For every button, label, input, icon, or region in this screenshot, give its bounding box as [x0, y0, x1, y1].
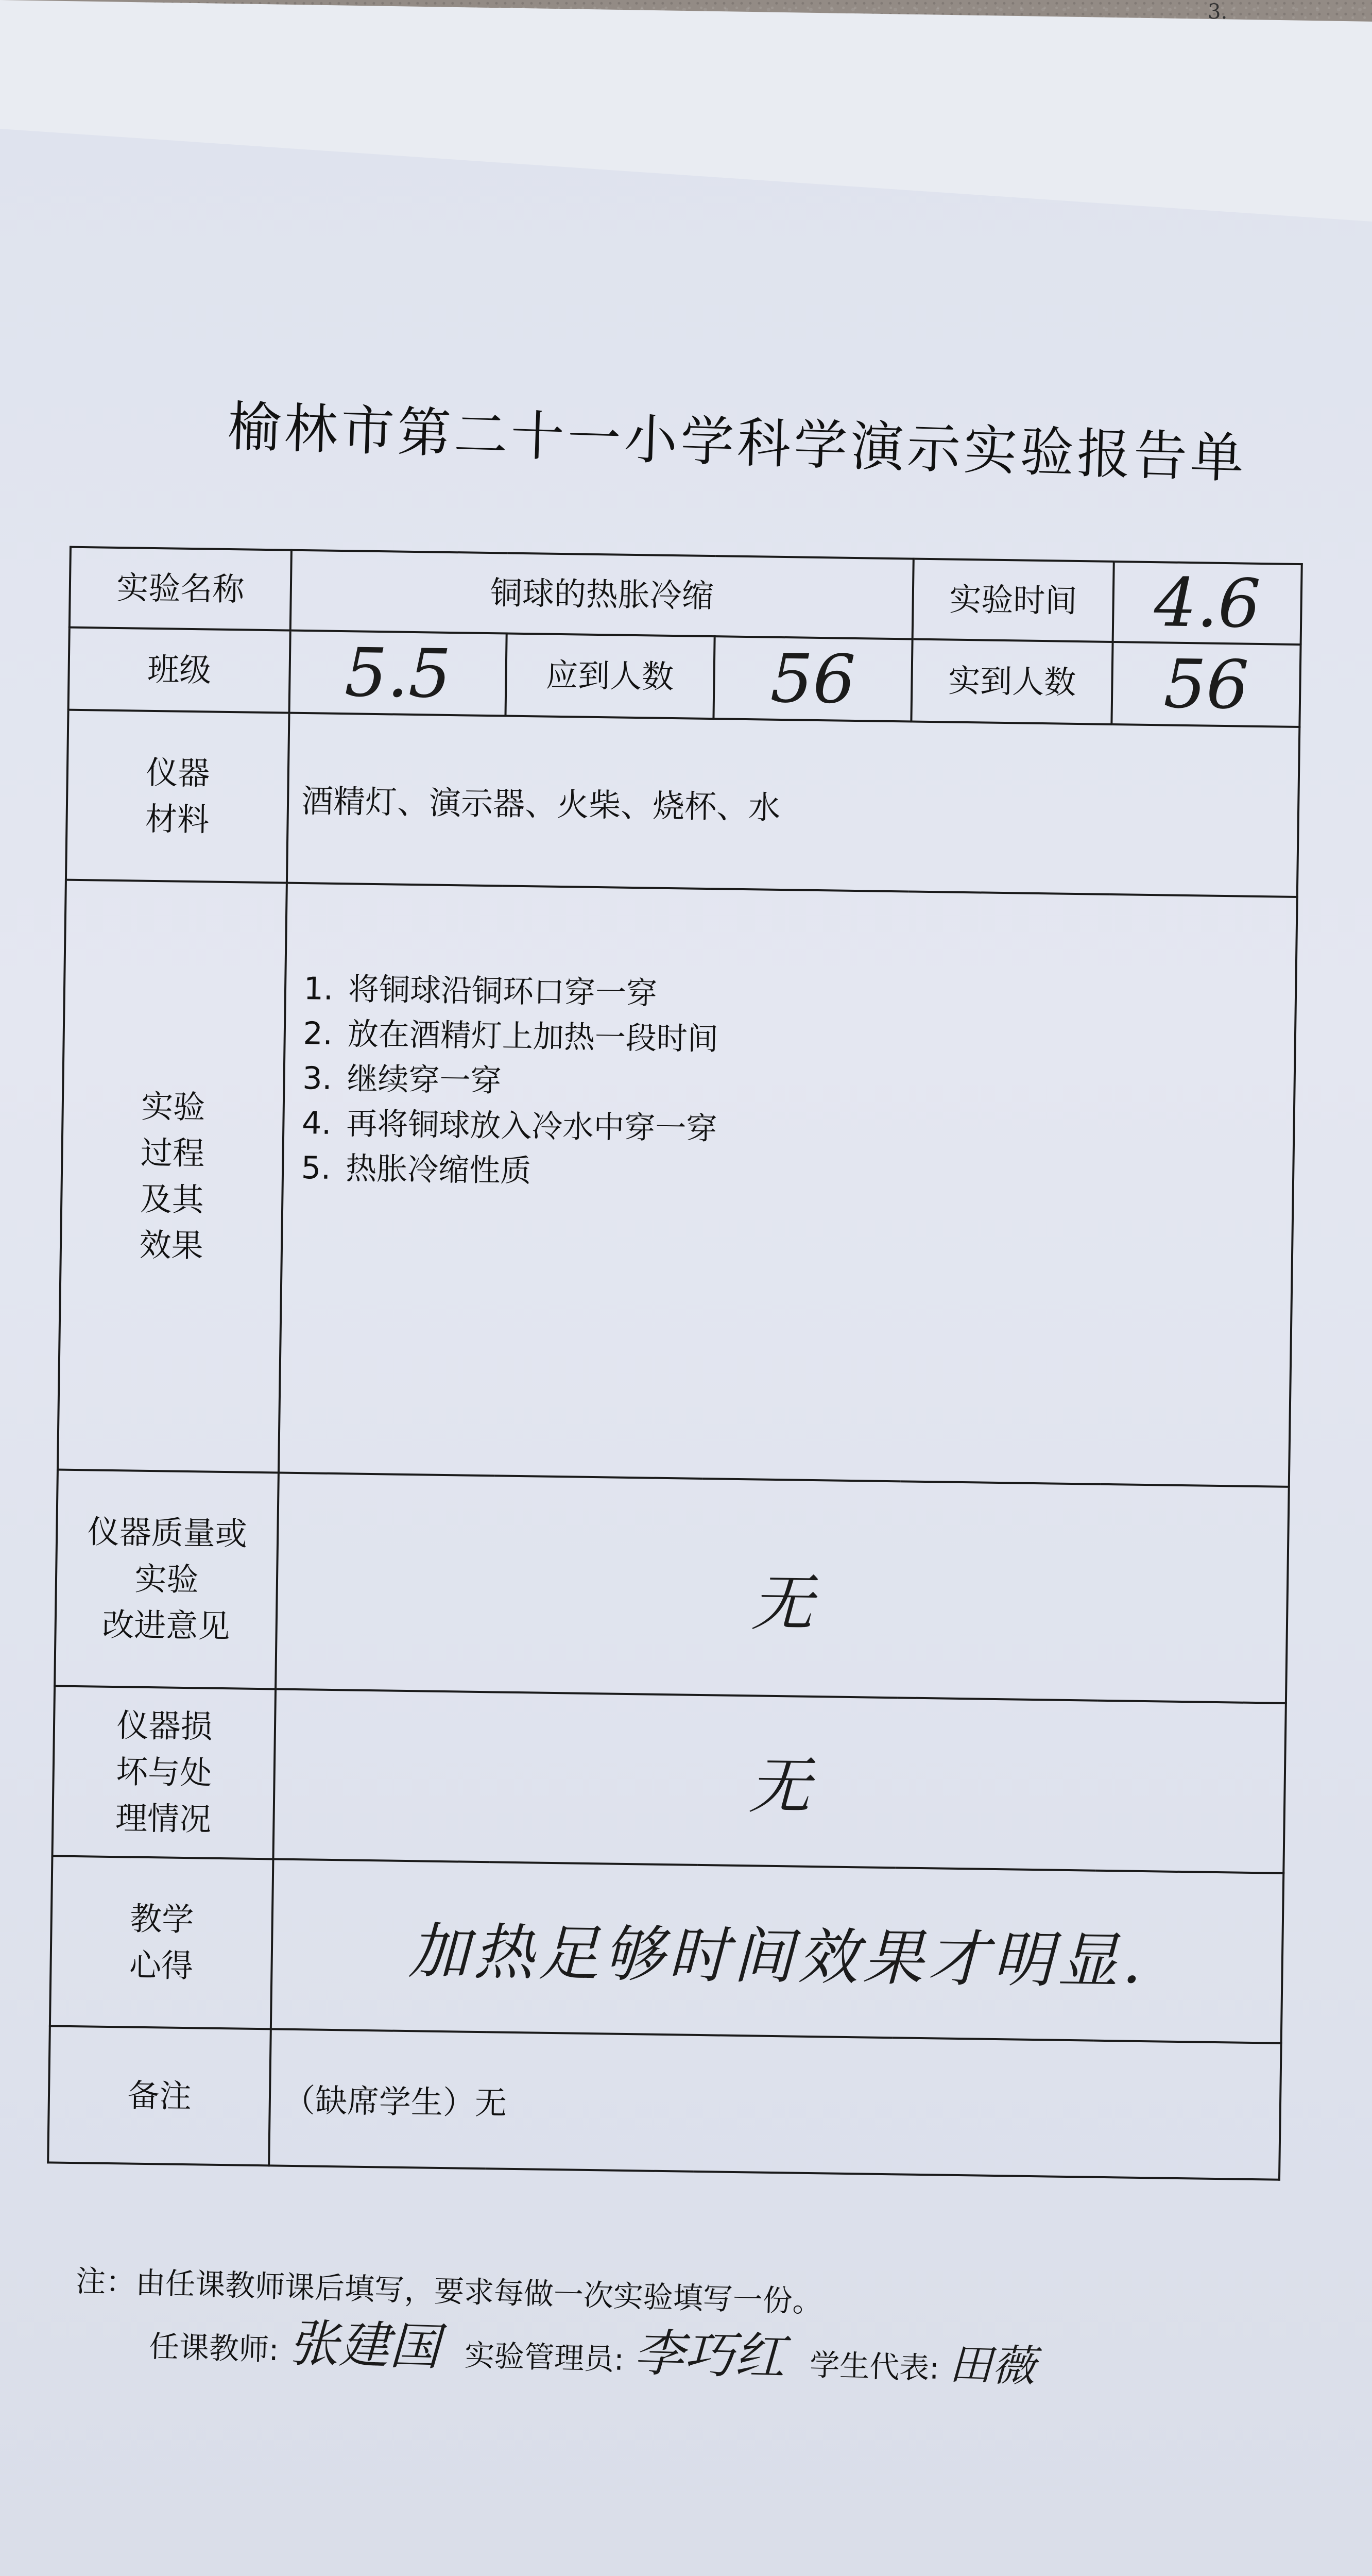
actual-label: 实到人数 — [912, 639, 1113, 724]
process-label-line-1: 实验 — [141, 1087, 205, 1126]
process-steps-cell — [279, 883, 1297, 1487]
footer-signatures — [149, 2299, 1052, 2397]
quality-label-line-2: 实验 — [134, 1560, 199, 1599]
quality-value: 无 — [276, 1472, 1289, 1703]
corner-mark: 3. — [1208, 0, 1228, 24]
process-step: 5. 热胀冷缩性质 — [340, 1146, 1293, 1205]
quality-label — [55, 1470, 279, 1689]
quality-label-line-3: 改进意见 — [101, 1605, 230, 1646]
remark-label: 备注 — [48, 2026, 271, 2165]
process-label-line-3: 及其 — [140, 1180, 204, 1218]
admin-signature: 李巧红 — [632, 2324, 786, 2387]
damage-value: 无 — [273, 1689, 1286, 1873]
equipment-label-line-1: 仪器 — [145, 753, 210, 792]
equipment-label-line-2: 材料 — [145, 800, 210, 839]
process-step: 2. 放在酒精灯上加热一段时间 — [342, 1012, 1294, 1070]
damage-label-line-3: 理情况 — [115, 1799, 212, 1838]
actual-value: 56 — [1112, 642, 1301, 727]
process-step: 3. 继续穿一穿 — [341, 1057, 1294, 1115]
name-value: 铜球的热胀冷缩 — [290, 550, 914, 639]
footer-note: 注：由任课教师课后填写，要求每做一次实验填写一份。 — [75, 2263, 823, 2319]
damage-label — [52, 1686, 276, 1859]
expected-value: 56 — [713, 636, 913, 721]
page-title: 榆林市第二十一小学科学演示实验报告单 — [226, 395, 1248, 490]
damage-label-line-2: 坏与处 — [115, 1753, 212, 1792]
expected-label: 应到人数 — [505, 634, 714, 719]
class-value: 5.5 — [289, 631, 507, 716]
insight-label — [50, 1856, 273, 2029]
class-label: 班级 — [68, 628, 290, 713]
time-value: 4.6 — [1113, 562, 1302, 645]
insight-value: 加热足够时间效果才明显. — [271, 1859, 1283, 2043]
name-label: 实验名称 — [70, 547, 291, 631]
remark-value: （缺席学生）无 — [269, 2029, 1281, 2179]
quality-label-line-1: 仪器质量或 — [87, 1513, 248, 1553]
insight-label-line-1: 教学 — [129, 1900, 194, 1939]
process-label-line-4: 效果 — [139, 1226, 204, 1265]
process-step: 1. 将铜球沿铜环口穿一穿 — [343, 967, 1295, 1025]
teacher-label: 任课教师: — [148, 2329, 280, 2368]
insight-label-line-2: 心得 — [129, 1946, 194, 1985]
equipment-value: 酒精灯、演示器、火柴、烧杯、水 — [287, 713, 1299, 897]
report-table — [47, 546, 1303, 2181]
process-steps — [284, 967, 1295, 1205]
teacher-signature: 张建国 — [287, 2314, 441, 2377]
process-label-line-2: 过程 — [140, 1133, 205, 1173]
admin-label: 实验管理员: — [464, 2337, 625, 2377]
time-label: 实验时间 — [913, 559, 1114, 642]
student-signature: 田薇 — [948, 2338, 1036, 2392]
equipment-label — [66, 710, 289, 883]
student-label: 学生代表: — [809, 2347, 940, 2386]
process-label — [58, 880, 287, 1473]
process-step: 4. 再将铜球放入冷水中穿一穿 — [341, 1101, 1293, 1160]
damage-label-line-1: 仪器损 — [116, 1706, 213, 1745]
